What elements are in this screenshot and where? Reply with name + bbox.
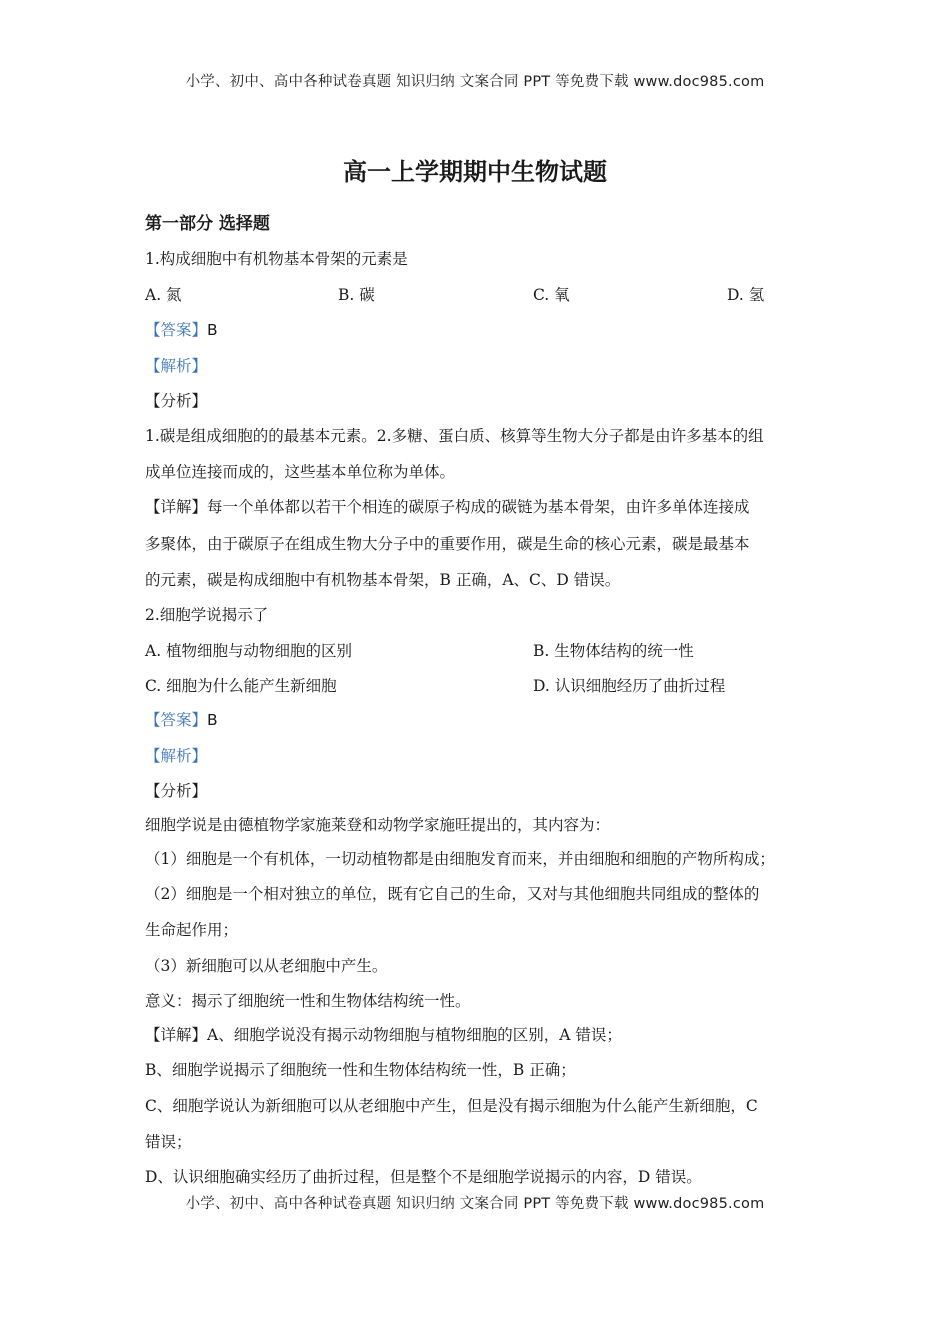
q1-option-b: B. 碳: [338, 286, 375, 304]
q1-fenxi-tag: 【分析】: [145, 392, 208, 410]
q2-answer-tag: 【答案】: [145, 711, 208, 729]
q2-option-d: D. 认识细胞经历了曲折过程: [533, 677, 726, 695]
q2-analysis-line-4: 生命起作用；: [145, 921, 239, 939]
q1-detail-line-3: 的元素，碳是构成细胞中有机物基本骨架，B 正确，A、C、D 错误。: [145, 571, 621, 589]
q2-option-b: B. 生物体结构的统一性: [533, 642, 694, 660]
q1-detail-text-1: 每一个单体都以若干个相连的碳原子构成的碳链为基本骨架，由许多单体连接成: [207, 498, 750, 516]
q2-analysis-line-3: （2）细胞是一个相对独立的单位，既有它自己的生命，又对与其他细胞共同组成的整体的: [145, 885, 760, 903]
q1-option-c: C. 氧: [533, 286, 570, 304]
q2-option-a: A. 植物细胞与动物细胞的区别: [145, 642, 353, 660]
q2-analysis-line-2: （1）细胞是一个有机体，一切动植物都是由细胞发育而来，并由细胞和细胞的产物所构成；: [145, 850, 775, 868]
q2-detail-tag: 【详解】: [145, 1026, 208, 1044]
q1-option-d: D. 氢: [727, 286, 765, 304]
q1-answer-tag: 【答案】: [145, 321, 208, 339]
q2-option-c: C. 细胞为什么能产生新细胞: [145, 677, 337, 695]
q1-detail-line-2: 多聚体，由于碳原子在组成生物大分子中的重要作用，碳是生命的核心元素，碳是最基本: [145, 535, 750, 553]
page-footer: 小学、初中、高中各种试卷真题 知识归纳 文案合同 PPT 等免费下载 www.doc985.com: [185, 1196, 765, 1212]
page-title: 高一上学期期中生物试题: [343, 158, 607, 186]
q2-answer-value: B: [207, 711, 218, 729]
section-heading: 第一部分 选择题: [145, 214, 270, 234]
q2-detail-line-3: C、细胞学说认为新细胞可以从老细胞中产生，但是没有揭示细胞为什么能产生新细胞，C: [145, 1097, 758, 1115]
q2-detail-line-5: D、认识细胞确实经历了曲折过程，但是整个不是细胞学说揭示的内容，D 错误。: [145, 1168, 702, 1186]
q1-stem: 1.构成细胞中有机物基本骨架的元素是: [145, 250, 408, 268]
q2-detail-line-2: B、细胞学说揭示了细胞统一性和生物体结构统一性，B 正确；: [145, 1061, 576, 1079]
q1-detail-tag: 【详解】: [145, 498, 208, 516]
q2-answer-line: [145, 708, 218, 730]
q1-answer-value: B: [207, 321, 218, 339]
q2-detail-line-1: [145, 1023, 622, 1045]
q2-analysis-line-1: 细胞学说是由德植物学家施莱登和动物学家施旺提出的，其内容为：: [145, 816, 611, 834]
q2-stem: 2.细胞学说揭示了: [145, 606, 269, 624]
page-header: 小学、初中、高中各种试卷真题 知识归纳 文案合同 PPT 等免费下载 www.doc985.com: [185, 74, 765, 90]
q2-detail-text-1: A、细胞学说没有揭示动物细胞与植物细胞的区别，A 错误；: [207, 1026, 622, 1044]
q2-jiexi-tag: 【解析】: [145, 747, 208, 765]
q2-fenxi-tag: 【分析】: [145, 782, 208, 800]
q1-analysis-line-1: 1.碳是组成细胞的的最基本元素。2.多糖、蛋白质、核算等生物大分子都是由许多基本的组: [145, 427, 764, 445]
q1-analysis-line-2: 成单位连接而成的，这些基本单位称为单体。: [145, 463, 456, 481]
q1-option-a: A. 氮: [145, 286, 182, 304]
q1-jiexi-tag: 【解析】: [145, 357, 208, 375]
q2-analysis-line-5: （3）新细胞可以从老细胞中产生。: [145, 957, 388, 975]
q2-detail-line-4: 错误；: [145, 1133, 192, 1151]
q1-detail-line-1: [145, 495, 750, 517]
q1-answer-line: [145, 318, 218, 340]
q2-analysis-line-6: 意义：揭示了细胞统一性和生物体结构统一性。: [145, 992, 471, 1010]
